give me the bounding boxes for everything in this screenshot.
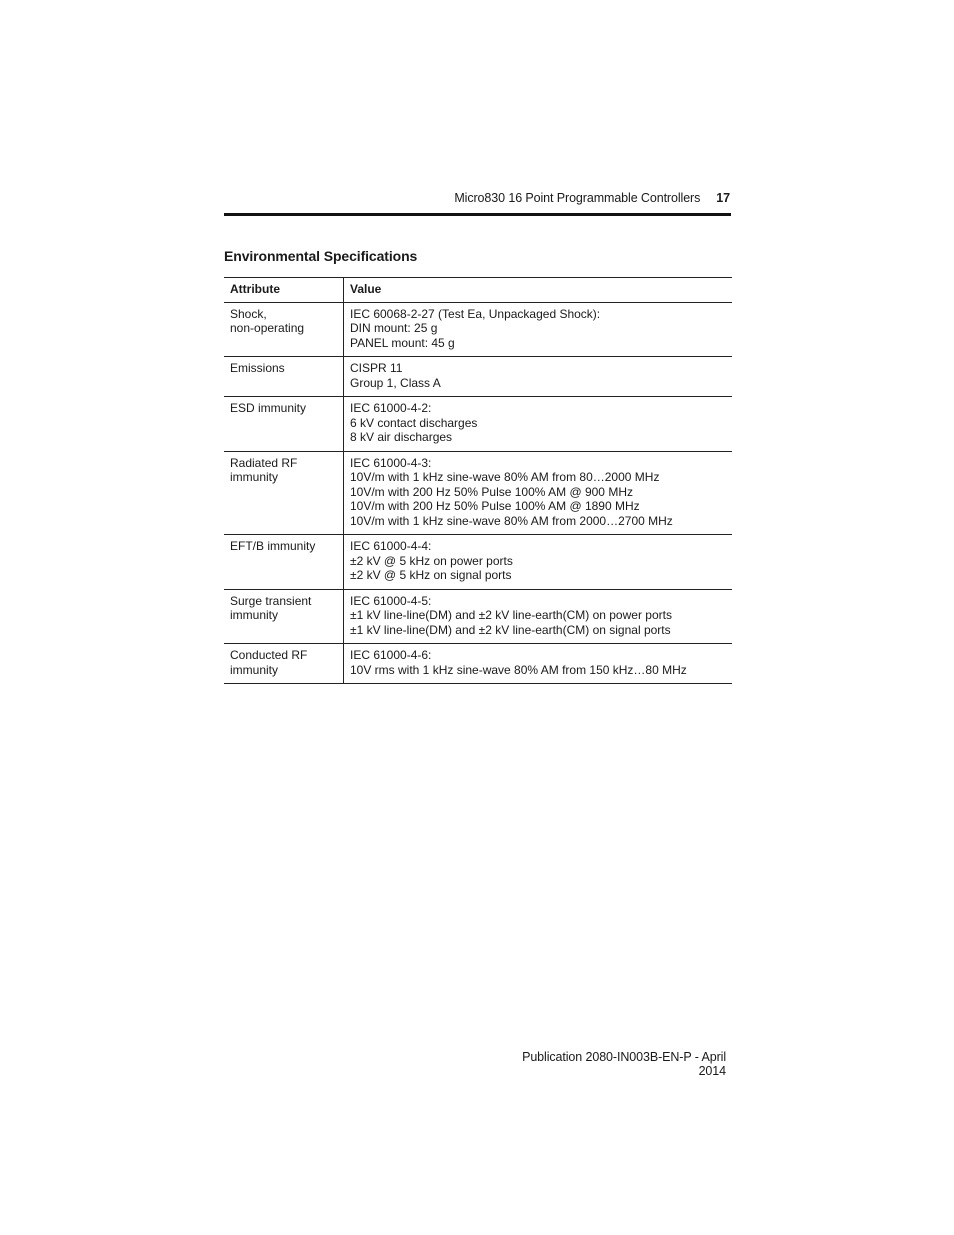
value-line: ±2 kV @ 5 kHz on power ports (350, 553, 513, 568)
publication-footer: Publication 2080-IN003B-EN-P - April 2014 (522, 1050, 726, 1078)
column-header-value: Value (344, 278, 733, 303)
section-title: Environmental Specifications (224, 248, 418, 264)
value-cell (344, 644, 733, 684)
attribute-cell (224, 644, 344, 684)
attribute-cell (224, 589, 344, 644)
value-cell (344, 589, 733, 644)
value-cell (344, 397, 733, 452)
attribute-cell (224, 535, 344, 590)
attribute-line: immunity (230, 470, 279, 484)
header-title: Micro830 16 Point Programmable Controllers (454, 191, 701, 205)
value-cell (344, 357, 733, 397)
table-row (224, 644, 732, 684)
table-row (224, 535, 732, 590)
attribute-line: Surge transient (230, 593, 312, 608)
attribute-cell (224, 397, 344, 452)
table-row (224, 589, 732, 644)
attribute-line: Shock, (230, 306, 267, 321)
value-cell (344, 535, 733, 590)
value-cell (344, 302, 733, 357)
table-row (224, 302, 732, 357)
attribute-line: Emissions (230, 361, 285, 375)
value-line: PANEL mount: 45 g (350, 335, 455, 350)
value-line: IEC 61000-4-2: (350, 401, 432, 415)
value-line: ±1 kV line-line(DM) and ±2 kV line-earth(CM) on signal ports (350, 622, 671, 637)
table-row (224, 451, 732, 535)
table-body (224, 302, 732, 684)
table-row (224, 357, 732, 397)
value-line: 6 kV contact discharges (350, 415, 478, 430)
value-line: CISPR 11 (350, 361, 403, 375)
running-header (224, 191, 730, 205)
value-line: ±1 kV line-line(DM) and ±2 kV line-earth(CM) on power ports (350, 608, 672, 622)
attribute-line: EFT/B immunity (230, 539, 316, 553)
value-line: 10V/m with 1 kHz sine-wave 80% AM from 80…2000 MHz (350, 470, 660, 484)
attribute-line: Conducted RF (230, 648, 308, 662)
value-line: IEC 61000-4-6: (350, 648, 432, 662)
table-header-row (224, 278, 732, 303)
column-header-attribute: Attribute (224, 278, 344, 303)
table-row (224, 397, 732, 452)
value-line: 8 kV air discharges (350, 430, 453, 444)
attribute-line: immunity (230, 608, 279, 622)
header-rule (224, 213, 731, 216)
attribute-line: Radiated RF (230, 455, 298, 470)
value-cell (344, 451, 733, 535)
value-line: IEC 60068-2-27 (Test Ea, Unpackaged Shock): (350, 306, 601, 321)
attribute-line: ESD immunity (230, 401, 307, 415)
value-line: IEC 61000-4-3: (350, 455, 432, 470)
value-line: ±2 kV @ 5 kHz on signal ports (350, 568, 512, 582)
environmental-spec-table (224, 277, 732, 684)
value-line: IEC 61000-4-4: (350, 539, 432, 553)
attribute-cell (224, 302, 344, 357)
attribute-cell (224, 357, 344, 397)
value-line: 10V/m with 1 kHz sine-wave 80% AM from 2000…2700 MHz (350, 513, 673, 528)
value-line: DIN mount: 25 g (350, 321, 438, 335)
value-line: Group 1, Class A (350, 375, 441, 390)
attribute-line: immunity (230, 662, 279, 677)
page-number: 17 (716, 191, 730, 205)
value-line: IEC 61000-4-5: (350, 593, 432, 608)
value-line: 10V/m with 200 Hz 50% Pulse 100% AM @ 1890 MHz (350, 499, 640, 513)
attribute-line: non-operating (230, 321, 305, 335)
value-line: 10V/m with 200 Hz 50% Pulse 100% AM @ 900 MHz (350, 484, 633, 499)
attribute-cell (224, 451, 344, 535)
value-line: 10V rms with 1 kHz sine-wave 80% AM from 150 kHz…80 MHz (350, 662, 687, 677)
